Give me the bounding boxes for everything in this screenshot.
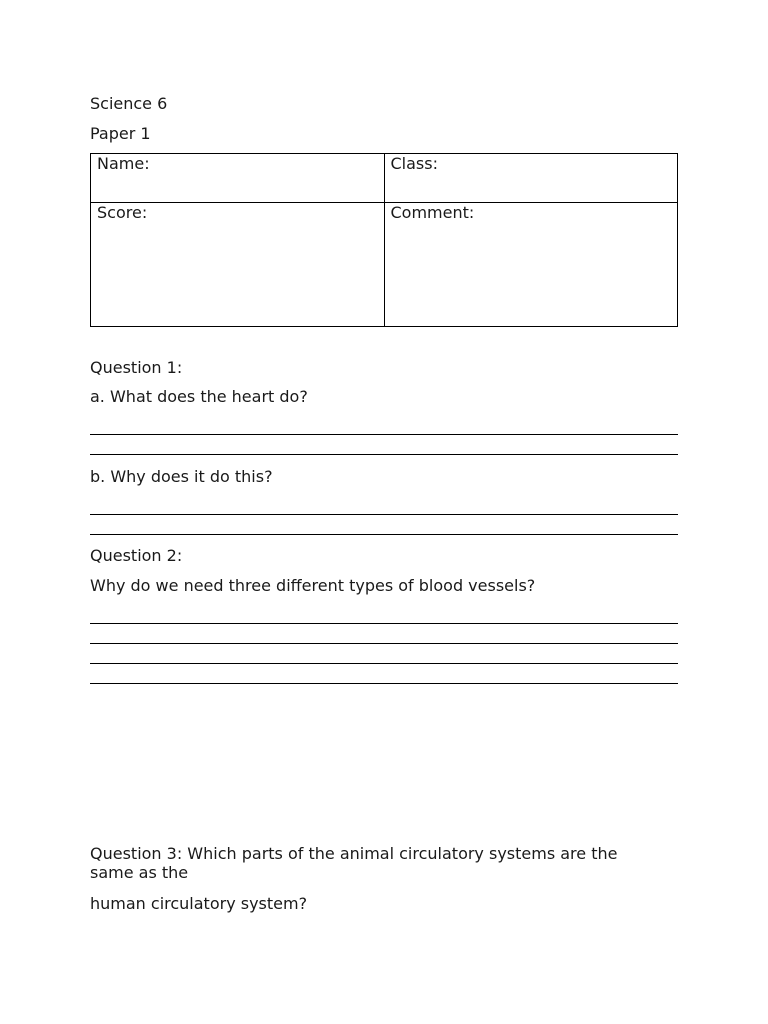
class-cell[interactable] <box>384 154 678 203</box>
answer-line[interactable] <box>90 514 678 515</box>
answer-line[interactable] <box>90 643 678 644</box>
answer-line[interactable] <box>90 623 678 624</box>
student-info-table <box>90 153 678 327</box>
answer-line[interactable] <box>90 454 678 455</box>
question-3-text <box>90 844 650 882</box>
answer-line[interactable] <box>90 534 678 535</box>
comment-label: Comment: <box>390 203 475 222</box>
paper-title: Paper 1 <box>90 124 151 143</box>
question-3-line-1: Question 3: Which parts of the animal circulatory systems are the same as the <box>90 844 618 882</box>
question-2-text: Why do we need three different types of blood vessels? <box>90 576 536 595</box>
answer-line[interactable] <box>90 683 678 684</box>
name-label: Name: <box>97 154 150 173</box>
question-2-heading: Question 2: <box>90 546 183 565</box>
class-label: Class: <box>390 154 438 173</box>
question-1b-text: b. Why does it do this? <box>90 467 273 486</box>
question-1-heading: Question 1: <box>90 358 183 377</box>
name-cell[interactable] <box>91 154 385 203</box>
score-cell[interactable] <box>91 203 385 327</box>
answer-line[interactable] <box>90 663 678 664</box>
comment-cell[interactable] <box>384 203 678 327</box>
subject-title: Science 6 <box>90 94 168 113</box>
question-1a-text: a. What does the heart do? <box>90 387 308 406</box>
question-3-line-2: human circulatory system? <box>90 894 308 913</box>
score-label: Score: <box>97 203 148 222</box>
answer-line[interactable] <box>90 434 678 435</box>
